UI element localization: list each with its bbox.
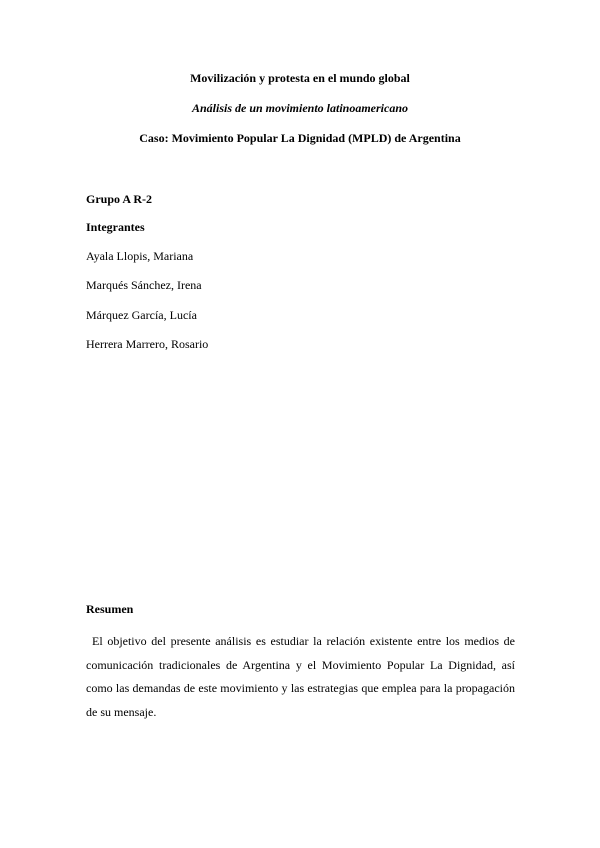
member-name: Marqués Sánchez, Irena: [86, 278, 202, 292]
abstract-text: El objetivo del presente análisis es estudiar la relación existente entre los medios de comunicación tradicionales de Argentina y el Movimiento Popular La Dignidad, así como las demandas de este movimiento y las estrategias que emplea para la propagación de su mensaje.: [86, 634, 515, 719]
member-name: Ayala Llopis, Mariana: [86, 249, 194, 263]
member-name: Márquez García, Lucía: [86, 308, 197, 322]
abstract-heading: Resumen: [86, 602, 134, 616]
members-heading: Integrantes: [86, 220, 145, 234]
group-label: Grupo A R-2: [86, 192, 153, 206]
document-subtitle: Análisis de un movimiento latinoamericano: [191, 101, 409, 115]
document-case-title: Caso: Movimiento Popular La Dignidad (MPLD) de Argentina: [139, 131, 461, 145]
member-name: Herrera Marrero, Rosario: [86, 337, 209, 351]
document-title: Movilización y protesta en el mundo global: [190, 71, 410, 85]
